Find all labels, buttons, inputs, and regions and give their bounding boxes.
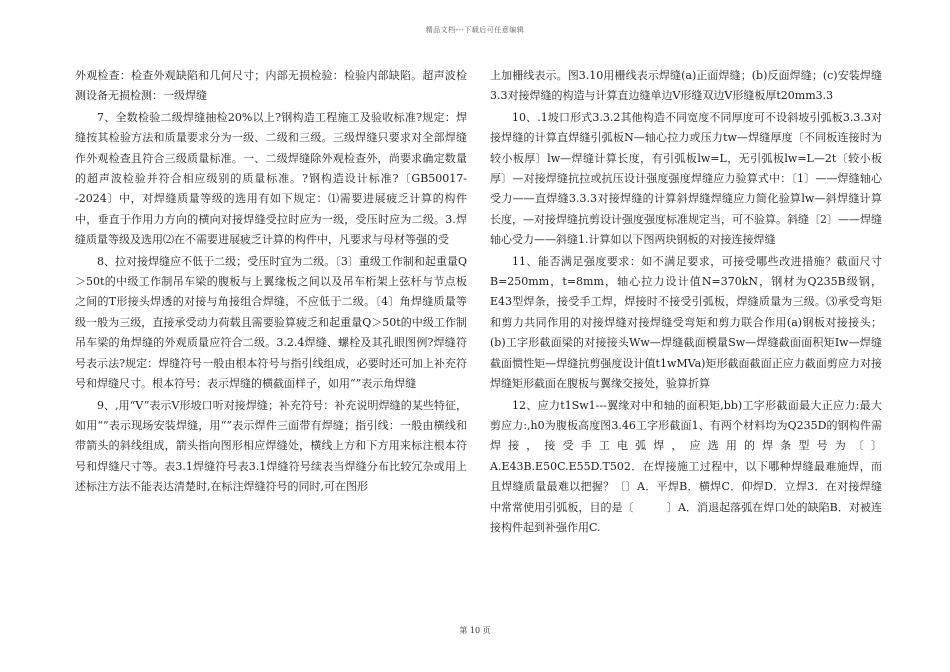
- page-header: 精品文档---下载后可任意编辑: [425, 26, 525, 34]
- paragraph: 8、拉对接焊缝应不低于二级；受压时宜为二级。〔3〕重级工作制和起重量Q＞50t的中级工作制吊车梁的腹板与上翼缘板之间以及吊车桁架上弦杆与节点板之间的T形接头焊透的对接与角接组合焊缝，不应低于二级。〔4〕角焊缝质量等级一般为三级，直接承受动力荷载且需要验算疲乏和起重量Q＞50t的中级工作制吊车梁的角焊缝的外观质量应符合二级。3.2.4焊缝、螺栓及其孔眼图例?焊缝符号表示法?规定：焊缝符号一般由根本符号与指引线组成，必要时还可加上补充符号和焊缝尺寸。根本符号：表示焊缝的横截面样子，如用“”表示角焊缝: [75, 254, 467, 391]
- paragraph: 11、能否满足强度要求：如不满足要求，可接受哪些改进措施？截面尺寸B=250mm，t=8mm，轴心拉力设计值N=370kN，钢材为Q235B级钢，E43型焊条，接受手工焊，焊接时不接受引弧板，焊缝质量为三级。⑶承受弯矩和剪力共同作用的对接焊缝对接焊缝受弯矩和剪力联合作用(a)钢板对接接头；(b)工字形截面梁的对接接头Ww—焊缝截面模量Sw—焊缝截面面积矩Iw—焊缝截面惯性矩—焊缝抗剪强度设计值t1wMVa)矩形截面截面正应力截面剪应力对接焊缝矩形截面在腹板与翼缘交接处，验算折算: [490, 254, 882, 391]
- paragraph: 12、应力t1Sw1---翼缘对中和轴的面积矩,bb)工字形截面最大正应力:最大剪应力:,h0为腹板高度图3.46工字形截面1、有两个材料均为Q235D的钢构件需焊接，接受手工电弧焊，应选用的焊条型号为〔〕A.E43B.E50C.E55D.T502．在焊接施工过程中，以下哪种焊缝最难施焊，而且焊缝质量最难以把握？〔〕A．平焊B．横焊C．仰焊D．立焊3．在对接焊缝中常常使用引弧板，目的是〔 〕A．消退起落弧在焊口处的缺陷B．对被连接构件起到补强作用C.: [490, 398, 882, 534]
- paragraph: 外观检查：检查外观缺陷和几何尺寸；内部无损检验：检验内部缺陷。超声波检测设备无损检测：一级焊缝: [75, 69, 467, 103]
- paragraph: 9、,用“V”表示V形坡口听对接焊缝；补充符号：补充说明焊缝的某些特征，如用“”表示现场安装焊缝，用“”表示焊件三面带有焊缝；指引线：一般由横线和带箭头的斜线组成，箭头指向图形相应焊缝处，横线上方和下方用来标注根本符号和焊缝尺寸等。表3.1焊缝符号表3.1焊缝符号续表当焊缝分布比较冗杂或用上述标注方法不能表达清楚时,在标注焊缝符号的同时,可在图形: [75, 398, 467, 494]
- left-column: [75, 66, 467, 498]
- paragraph: 10、.1坡口形式3.3.2其他构造不同宽度不同厚度可不设斜坡引弧板3.3.3对接焊缝的计算直焊缝引弧板N—轴心拉力或压力tw—焊缝厚度〔不同板连接时为较小板厚〕lw—焊缝计算长度，有引弧板lw=L，无引弧板lw=L—2t〔较小板厚〕—对接焊缝抗拉或抗压设计强度强度焊缝应力验算式中：〔1〕——焊缝轴心受力——直焊缝3.3.3对接焊缝的计算斜焊缝焊缝应力简化验算lw—斜焊缝计算长度，—对接焊缝抗剪设计强度强度标准规定当，可不验算。斜缝〔2〕——焊缝轴心受力——斜缝1.计算如以下图两块钢板的对接连接焊缝: [490, 110, 882, 247]
- paragraph: 上加栅线表示。图3.10用栅线表示焊缝(a)正面焊缝；(b)反面焊缝；(c)安装焊缝3.3对接焊缝的构造与计算直边缝单边V形缝双边V形缝板厚t20mm3.3: [490, 69, 882, 103]
- page-footer: 第 10 页: [459, 626, 491, 635]
- paragraph: 7、全数检验二级焊缝抽检20%以上?钢构造工程施工及验收标准?规定：焊缝按其检验方法和质量要求分为一级、二级和三级。三级焊缝只要求对全部焊缝作外观检查且符合三级质量标准。一、二级焊缝除外观检查外，尚要求确定数量的超声波检验并符合相应级别的质量标准。?钢构造设计标准?〔GB50017--2024〕中，对焊缝质量等级的选用有如下规定：⑴需要进展疲乏计算的构件中，垂直于作用力方向的横向对接焊缝受拉时应为一级，受压时应为二级。3.焊缝质量等级及选用⑵在不需要进展疲乏计算的构件中，凡要求与母材等强的受: [75, 110, 467, 247]
- right-column: [490, 66, 882, 538]
